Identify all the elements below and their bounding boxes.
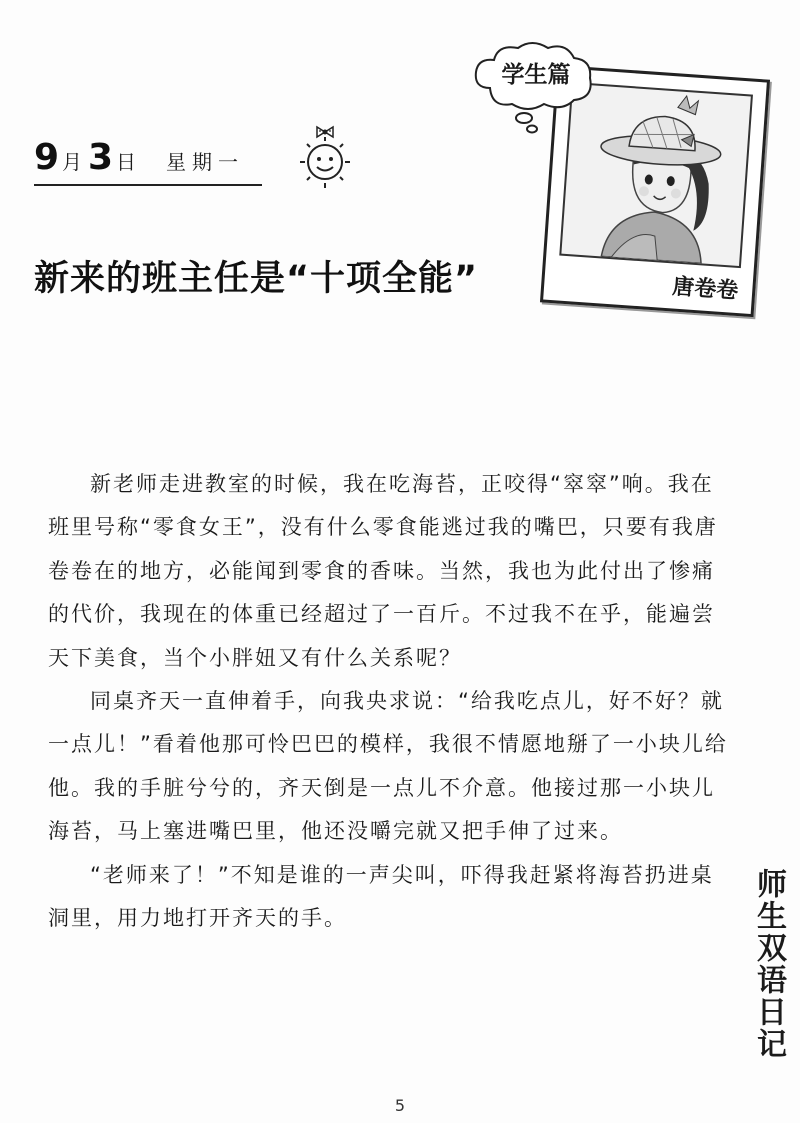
date-header bbox=[34, 138, 262, 186]
page-number: 5 bbox=[394, 1096, 406, 1115]
date-underline bbox=[34, 184, 262, 186]
date-weekday: 星期一 bbox=[166, 150, 244, 174]
date-month-unit: 月 bbox=[62, 150, 82, 174]
paragraph: 新老师走进教室的时候，我在吃海苔，正咬得“窣窣”响。我在班里号称“零食女王”，没有什么零食能逃过我的嘴巴，只要有我唐卷卷在的地方，必能闻到零食的香味。当然，我也为此付出了惨痛的代价，我现在的体重已经超过了一百斤。不过我不在乎，能遍尝天下美食，当个小胖妞又有什么关系呢？ bbox=[48, 472, 718, 670]
body-text bbox=[48, 463, 728, 940]
date-month: 9 bbox=[34, 137, 60, 178]
date-day: 3 bbox=[88, 137, 114, 178]
cloud-label: 学生篇 bbox=[501, 62, 571, 88]
page-title: 新来的班主任是“十项全能” bbox=[34, 259, 479, 299]
photo-caption: 唐卷卷 bbox=[671, 274, 740, 305]
side-title: 师生双语日记 bbox=[751, 868, 786, 1060]
paragraph: 同桌齐天一直伸着手，向我央求说：“给我吃点儿，好不好？就一点儿！”看着他那可怜巴巴的模样，我很不情愿地掰了一小块儿给他。我的手脏兮兮的，齐天倒是一点儿不介意。他接过那一小块儿海苔，马上塞进嘴巴里，他还没嚼完就又把手伸了过来。 bbox=[48, 689, 728, 844]
paragraph: “老师来了！”不知是谁的一声尖叫，吓得我赶紧将海苔扔进桌洞里，用力地打开齐天的手。 bbox=[48, 862, 714, 931]
date-day-unit: 日 bbox=[116, 150, 136, 174]
sun-icon bbox=[288, 122, 362, 196]
